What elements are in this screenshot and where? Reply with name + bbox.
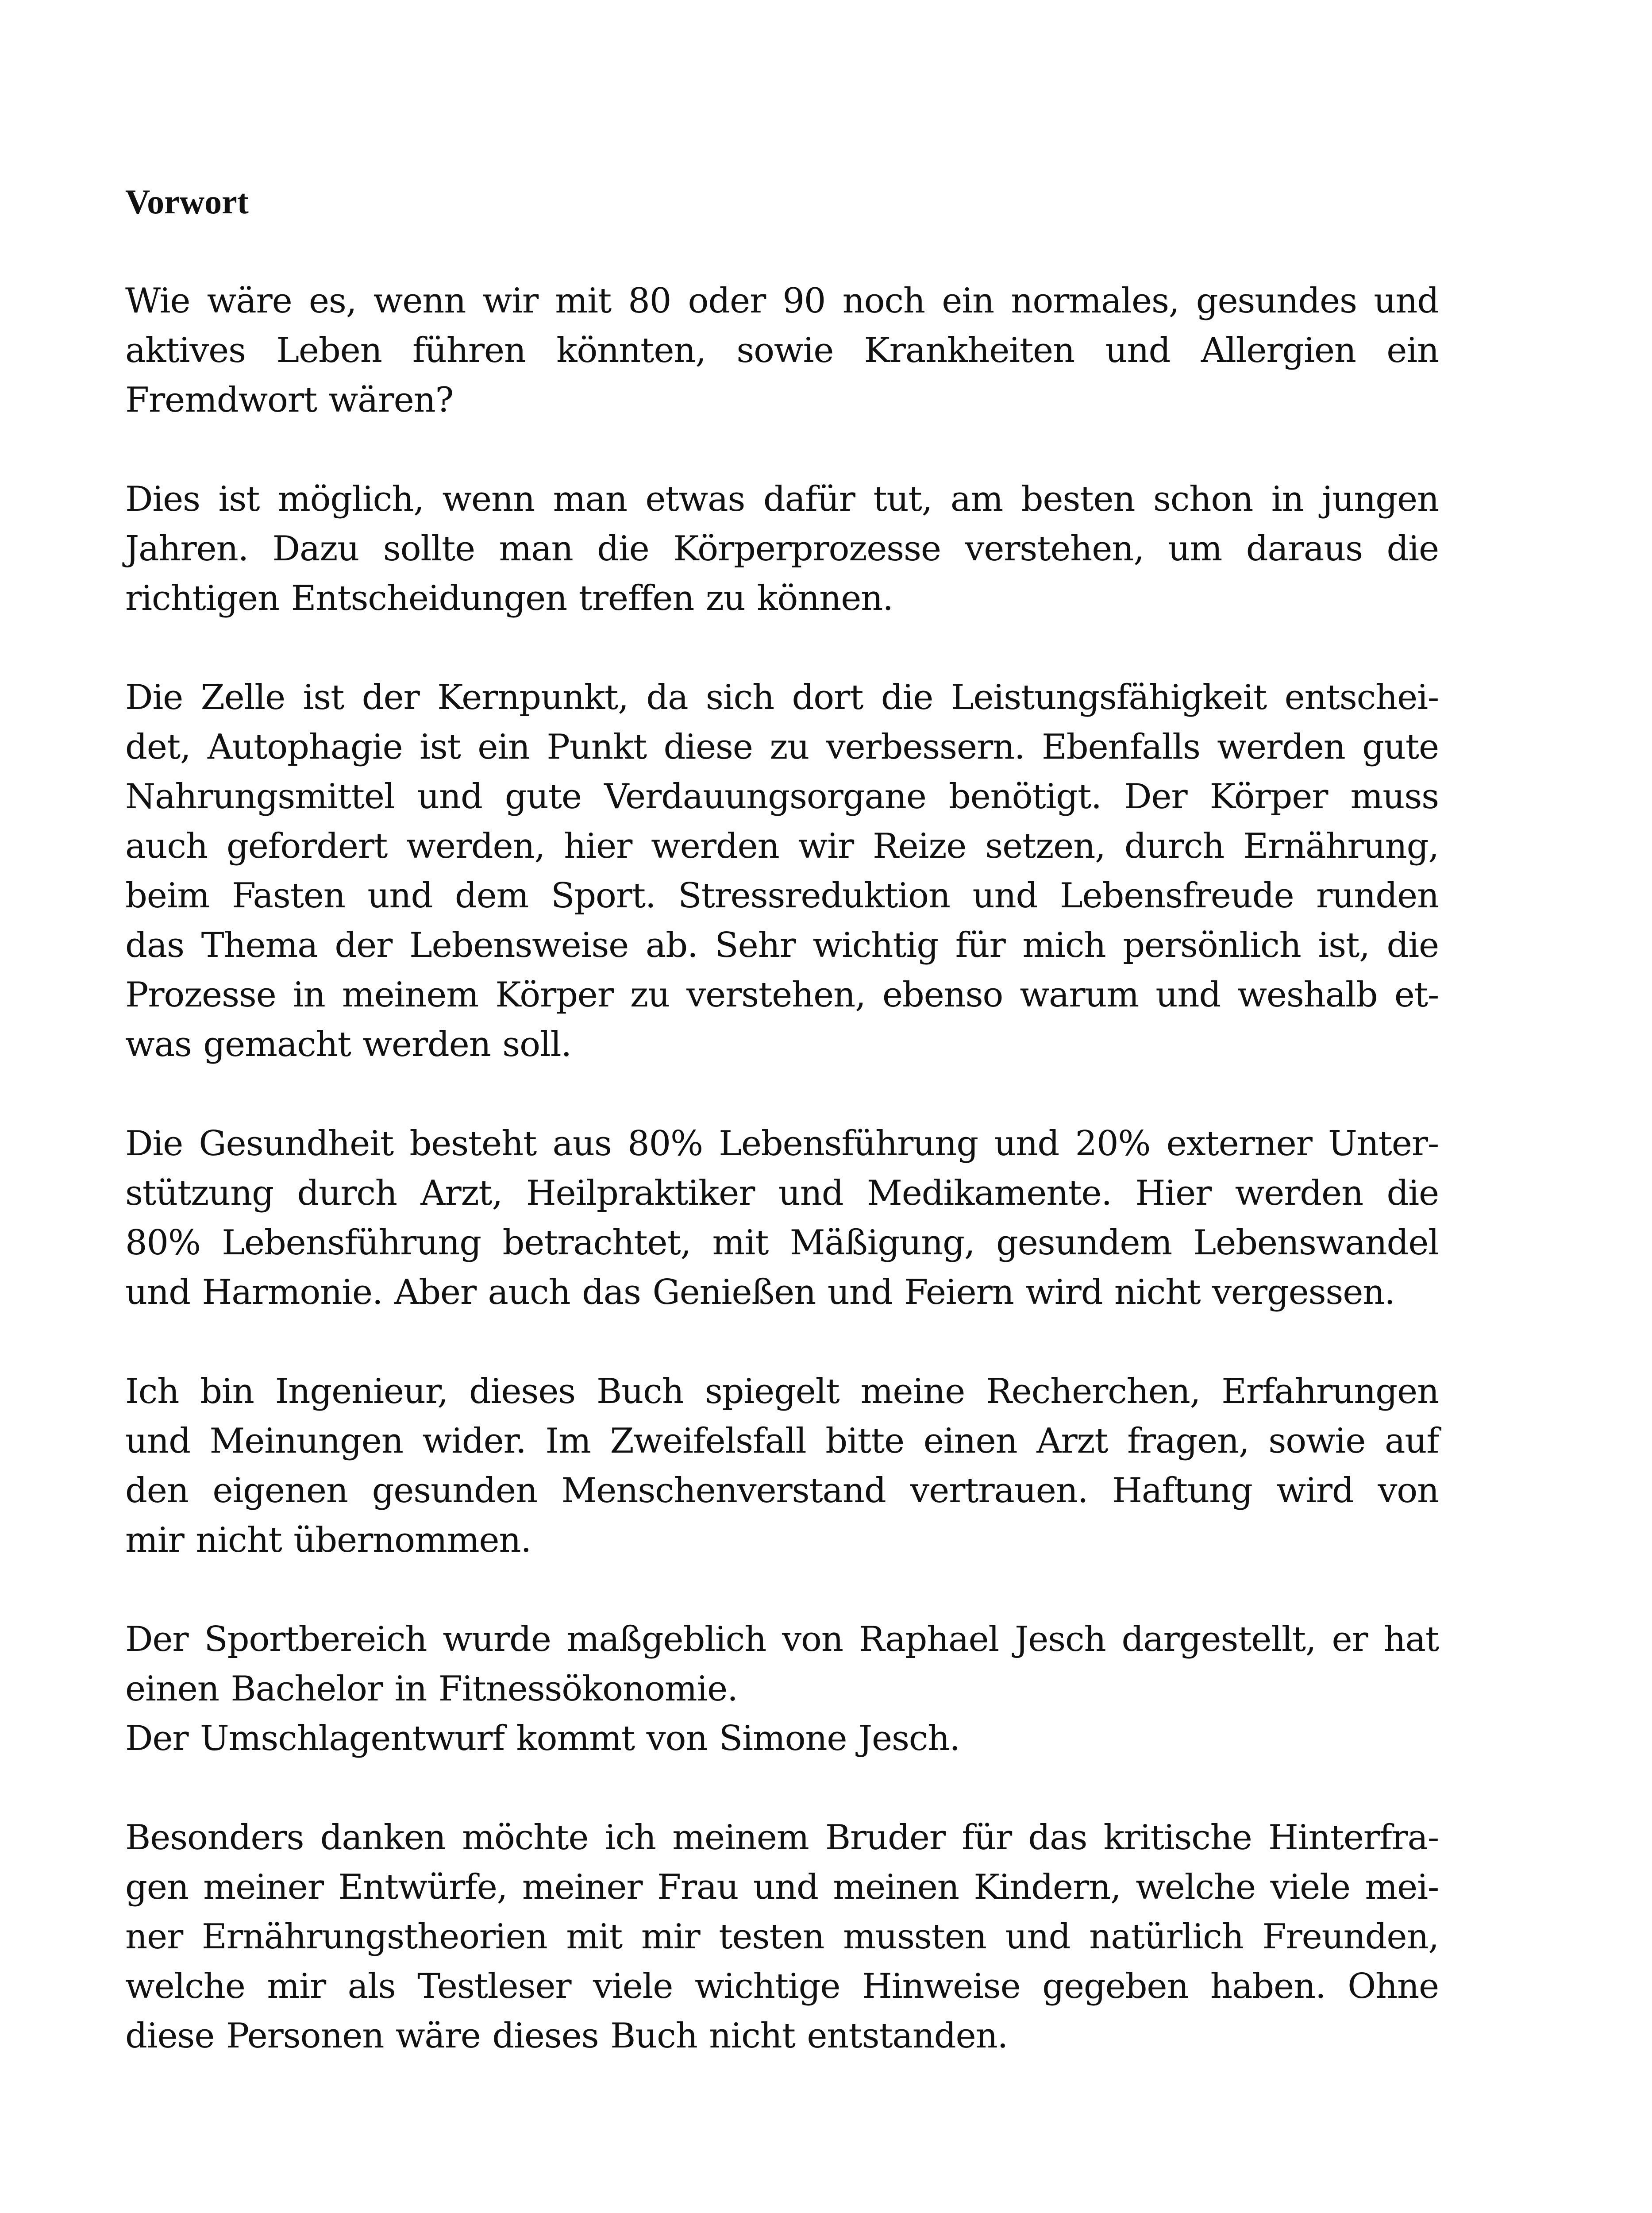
text-line: 80% Lebensführung betrachtet, mit Mäßigung, gesundem Lebenswandel [125, 1223, 1439, 1263]
text-line: Besonders danken möchte ich meinem Bruder für das kritische Hinterfra- [125, 1818, 1439, 1858]
paragraph-4 [125, 1119, 1439, 1317]
text-line: Prozesse in meinem Körper zu verstehen, ebenso warum und weshalb et- [125, 975, 1439, 1015]
text-line: Jahren. Dazu sollte man die Körperprozesse verstehen, um daraus die [125, 529, 1439, 569]
text-line: diese Personen wäre dieses Buch nicht entstanden. [125, 2016, 1008, 2056]
text-line: richtigen Entscheidungen treffen zu können. [125, 578, 893, 618]
text-line: und Meinungen wider. Im Zweifelsfall bitte einen Arzt fragen, sowie auf [125, 1421, 1439, 1461]
text-line: stützung durch Arzt, Heilpraktiker und Medikamente. Hier werden die [125, 1173, 1439, 1213]
text-line: Die Gesundheit besteht aus 80% Lebensführung und 20% externer Unter- [125, 1124, 1439, 1164]
text-line: aktives Leben führen könnten, sowie Krankheiten und Allergien ein [125, 331, 1439, 370]
text-line: Wie wäre es, wenn wir mit 80 oder 90 noch ein normales, gesundes und [125, 281, 1439, 321]
text-line: Der Sportbereich wurde maßgeblich von Raphael Jesch dargestellt, er hat [125, 1619, 1439, 1659]
text-line: was gemacht werden soll. [125, 1025, 571, 1064]
text-line: Der Umschlagentwurf kommt von Simone Jesch. [125, 1719, 960, 1758]
text-line: Die Zelle ist der Kernpunkt, da sich dort die Leistungsfähigkeit entschei- [125, 678, 1439, 717]
text-line: Dies ist möglich, wenn man etwas dafür tut, am besten schon in jungen [125, 479, 1439, 519]
text-line: den eigenen gesunden Menschenverstand vertrauen. Haftung wird von [125, 1471, 1439, 1511]
paragraph-2 [125, 474, 1439, 623]
text-line: beim Fasten und dem Sport. Stressreduktion und Lebensfreude runden [125, 876, 1439, 916]
text-line: det, Autophagie ist ein Punkt diese zu verbessern. Ebenfalls werden gute [125, 727, 1439, 767]
paragraph-5 [125, 1367, 1439, 1565]
paragraph-1 [125, 276, 1439, 425]
text-line: auch gefordert werden, hier werden wir Reize setzen, durch Ernährung, [125, 826, 1439, 866]
paragraph-3 [125, 673, 1439, 1069]
text-line: ner Ernährungstheorien mit mir testen mussten und natürlich Freunden, [125, 1917, 1439, 1957]
text-line: mir nicht übernommen. [125, 1520, 531, 1560]
paragraph-6 [125, 1615, 1439, 1763]
text-line: und Harmonie. Aber auch das Genießen und Feiern wird nicht vergessen. [125, 1272, 1395, 1312]
text-line: Nahrungsmittel und gute Verdauungsorgane benötigt. Der Körper muss [125, 777, 1439, 817]
text-line: gen meiner Entwürfe, meiner Frau und meinen Kindern, welche viele mei- [125, 1867, 1439, 1907]
page-content [125, 177, 1439, 2061]
text-line: welche mir als Testleser viele wichtige Hinweise gegeben haben. Ohne [125, 1966, 1439, 2006]
page-heading: Vorwort [125, 182, 249, 221]
text-line: das Thema der Lebensweise ab. Sehr wichtig für mich persönlich ist, die [125, 925, 1439, 965]
text-line: Fremdwort wären? [125, 380, 454, 420]
text-line: Ich bin Ingenieur, dieses Buch spiegelt meine Recherchen, Erfahrungen [125, 1372, 1439, 1411]
paragraph-7 [125, 1813, 1439, 2061]
text-line: einen Bachelor in Fitnessökonomie. [125, 1669, 738, 1709]
